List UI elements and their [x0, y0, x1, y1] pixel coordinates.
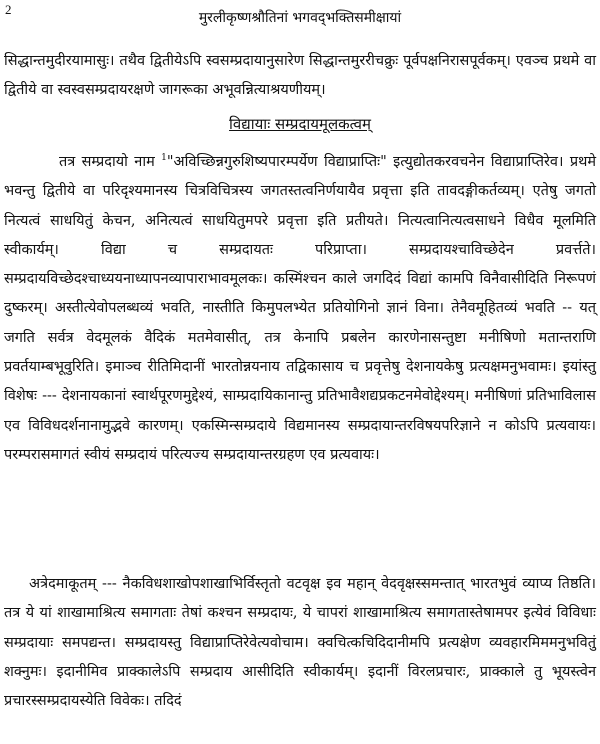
- paragraph-3: अत्रेदमाकूतम् --- नैकविधशाखोपशाखाभिर्विस्तृतो वटवृक्ष इव महान् वेदवृक्षस्समन्तात् भारतभुवं व्याप्य तिष्ठति। तत्र ये यां शाखामाश्रित्य समागताः तेषां कश्चन सम्प्रदायः, ये चापरां शाखामाश्रित्य समागतास्तेषामपर इत्येवं विविधाः सम्प्रदायाः समपद्यन्त। सम्प्रदायस्तु विद्याप्राप्तिरेवेत्यवोचाम। क्वचित्कचिदिदानीमपि प्रत्यक्षेण व्यवहारमिममनुभवितुं शक्नुमः। इदानीमिव प्राक्कालेऽपि सम्प्रदाय आसीदिति स्वीकार्यम्। इदानीं विरलप्रचारः, प्राक्काले तु भूयस्त्वेन प्रचारस्सम्प्रदायस्येति विवेकः। तदिदं: [4, 576, 596, 710]
- paragraph-1: सिद्धान्तमुदीरयामासुः। तथैव द्वितीयेऽपि स्वसम्प्रदायानुसारेण सिद्धान्तमुररीचक्रुः पूर्वपक्षनिरासपूर्वकम्। एवञ्च प्रथमे वा द्वितीये वा स्वस्वसम्प्रदायरक्षणे जागरूका अभूवन्नित्याश्रयणीयम्।: [4, 53, 596, 99]
- section-heading: विद्यायाः सम्प्रदायमूलकत्वम्: [229, 115, 371, 133]
- paragraph-2: [4, 148, 596, 470]
- paragraph-2-body: "अविच्छिन्नगुरुशिष्यपारम्पर्येण विद्याप्राप्तिः" इत्युद्योतकरवचनेन विद्याप्राप्तिरेव। प्रथमे भवन्तु द्वितीये वा परिदृश्यमानस्य चित्रविचित्रस्य जगतस्तत्वनिर्णयायैव प्रवृत्ता इति तावदङ्गीकर्तव्यम्। एतेषु जगतो नित्यत्वं साधयितुं केचन, अनित्यत्वं साधयितुमपरे प्रवृत्ता इति प्रतीयते। नित्यत्वानित्यत्वसाधने विधैव मूलमिति स्वीकार्यम्। विद्या च सम्प्रदायतः परिप्राप्ता। सम्प्रदायश्चाविच्छेदेन प्रवर्त्तते। सम्प्रदायविच्छेदश्चाध्ययनाध्यापनव्यापाराभावमूलकः। कस्मिंश्चन काले जगदिदं विद्यां कामपि विनैवासीदिति निरूपणं दुष्करम्। अस्तीत्येवोपलब्धव्यं भवति, नास्तीति किमुपलभ्येत प्रतियोगिनो ज्ञानं विना। तेनैवमूहितव्यं भवति -- यत् जगति सर्वत्र वेदमूलकं वैदिकं मतमेवासीत्, तत्र केनापि प्रबलेन कारणेनासन्तुष्टा मनीषिणो मतान्तराणि प्रवर्तयाम्बभूवुरिति। इमाञ्च रीतिमिदानीं भारतोन्नयनाय तद्विकासाय च प्रवृत्तेषु देशनायकेषु प्रत्यक्षमनुभवामः। इयांस्तु विशेषः --- देशनायकानां स्वार्थपूरणमुद्देश्यं, साम्प्रदायिकानान्तु प्रतिभावैशद्यप्रकटनमेवोद्देश्यम्। मनीषिणां प्रतिभाविलास एव विविधदर्शनानामुद्भवे कारणम्। एकस्मिन्सम्प्रदाये विद्यमानस्य सम्प्रदायान्तरविषयपरिज्ञाने न कोऽपि प्रत्यवायः। परम्परासमागतं स्वीयं सम्प्रदायं परित्यज्य सम्प्रदायान्तरग्रहण एव प्रत्यवायः।: [4, 154, 597, 463]
- running-head: मुरलीकृष्णश्रौतिनां भगवद्‌भक्तिसमीक्षायां: [198, 10, 402, 26]
- paragraph-2-intro: तत्र सम्प्रदायो नाम: [59, 154, 155, 170]
- page-number: 2: [5, 2, 12, 17]
- footnote-reference[interactable]: 1: [161, 153, 167, 164]
